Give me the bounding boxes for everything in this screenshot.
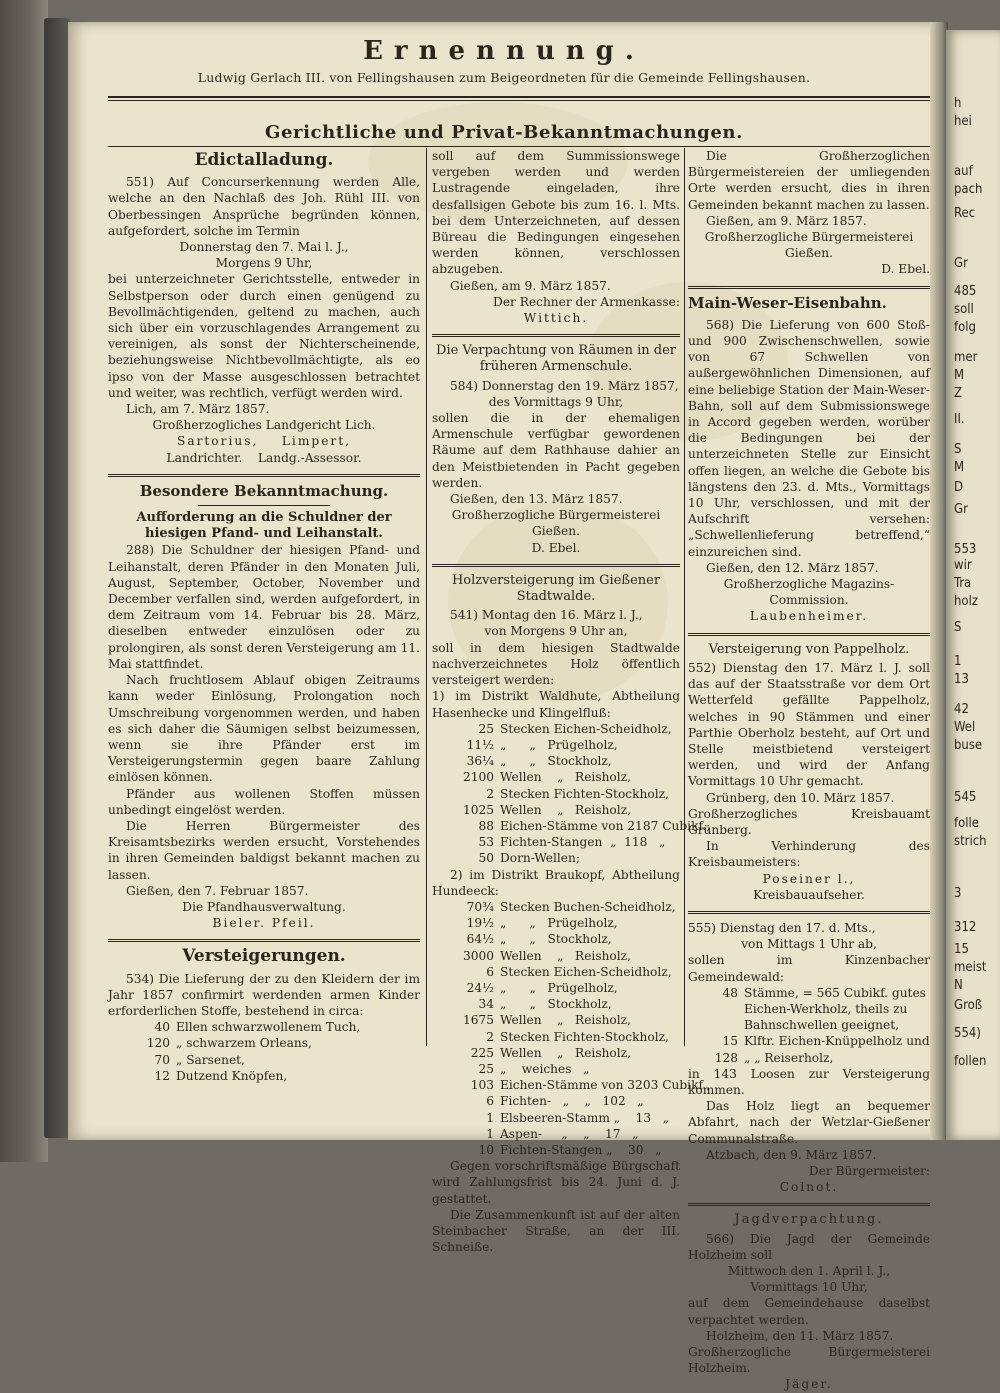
item-quantity: 34 (478, 997, 494, 1012)
next-page-fragment: auf (954, 164, 973, 179)
next-page-fragment: 545 (954, 790, 977, 805)
divider (688, 911, 930, 914)
cont-name: D. Ebel. (881, 262, 930, 277)
item-quantity: 128 (714, 1050, 738, 1065)
next-page-fragment: buse (954, 738, 983, 753)
next-page-fragment: mer (954, 350, 978, 365)
next-page-fragment: N (954, 978, 963, 993)
next-page-fragment: II. (954, 412, 965, 427)
next-page-fragment: folle (954, 816, 979, 831)
next-page-fragment: 15 (954, 942, 969, 957)
divider (688, 286, 930, 289)
rail-heading: Main-Weser-Eisenbahn. (688, 293, 887, 312)
next-page-fragment: Rec (954, 206, 976, 221)
list-item (432, 769, 680, 785)
item-quantity: 25 (478, 721, 494, 736)
next-page-edge (946, 30, 1000, 1140)
special-heading: Besondere Bekanntmachung. (139, 481, 389, 500)
kinzen-text: sollen im Kinzenbacher Gemeindewald: (688, 953, 930, 984)
item-quantity: 25 (478, 1061, 494, 1076)
hunt-office: Großherzogliche Bürgermeisterei Holzheim. (688, 1345, 930, 1376)
next-page-fragment: 485 (954, 284, 977, 299)
cont-place: Gießen, am 9. März 1857. (450, 278, 611, 293)
list-item (432, 1077, 711, 1093)
list-item (432, 1045, 680, 1061)
item-quantity: 1025 (462, 802, 494, 817)
divider (432, 334, 680, 337)
list-item (432, 1110, 680, 1126)
kinzen-text-3: Das Holz liegt an bequemer Abfahrt, nach der Wetzlar-Gießener Communalstraße. (688, 1099, 930, 1146)
section-rule (108, 146, 930, 147)
column-right (688, 148, 930, 1393)
next-page-fragment: Z (954, 386, 963, 401)
item-description: „ „ Stockholz, (500, 997, 612, 1012)
column-middle (432, 148, 711, 1255)
wood-text: soll in dem hiesigen Stadtwalde nachverzeichnetes Holz öffentlich versteigert werden: (432, 640, 680, 688)
next-page-fragment: holz (954, 594, 978, 609)
item-quantity: 225 (470, 1045, 494, 1060)
item-description: Klftr. Eichen-Knüppelholz und (744, 1034, 930, 1049)
lease-date: 584) Donnerstag den 19. März 1857, (450, 378, 679, 393)
next-page-fragment: pach (954, 182, 983, 197)
kinzen-list (688, 985, 930, 1066)
cont-name: Wittich. (523, 311, 589, 326)
list-item: 40 Ellen schwarzwollenem Tuch, (154, 1020, 361, 1035)
cont-text: soll auf dem Summissionswege vergeben werden und werden Lustragende eingeladen, ihre desfallsigen Gebote bis zum 16. l. Mts. bei dem Unterzeichneten, auf dessen Büreau die Bedingungen eingesehen werden können, verschlossen abzugeben. (432, 149, 680, 277)
poplar-office: Großherzogliches Kreisbauamt Grünberg. (688, 806, 930, 837)
list-item (432, 1029, 680, 1045)
next-page-fragment: Gr (954, 502, 968, 517)
list-item: 70 „ Sarsenet, (154, 1052, 245, 1067)
list-item (432, 948, 680, 964)
next-page-fragment: 13 (954, 672, 969, 687)
poplar-note: In Verhinderung des Kreisbaumeisters: (688, 839, 930, 870)
item-quantity: 103 (470, 1078, 494, 1093)
next-page-fragment: folg (954, 320, 976, 335)
edict-names: Sartorius, Limpert, (176, 434, 352, 449)
book-binding (0, 0, 48, 1162)
list-item (432, 931, 680, 947)
list-item (432, 802, 680, 818)
list-item (432, 1126, 680, 1142)
lease-name: D. Ebel. (531, 540, 581, 555)
list-item (432, 915, 680, 931)
next-page-fragment: 554) (954, 1026, 981, 1041)
poplar-role: Kreisbauaufseher. (753, 887, 865, 902)
edict-roles: Landrichter. Landg.-Assessor. (166, 450, 362, 465)
appointment-line: Ludwig Gerlach III. von Fellingshausen zum Beigeordneten für die Gemeinde Fellingshausen. (197, 70, 811, 85)
item-quantity: 2 (486, 786, 494, 801)
item-description: Dorn-Wellen; (500, 851, 580, 866)
item-quantity: 36¼ (466, 754, 494, 769)
item-description: Eichen-Stämme von 3203 Cubikf., (500, 1078, 711, 1093)
item-quantity: 3000 (462, 948, 494, 963)
wood-date: 541) Montag den 16. März l. J., (450, 608, 643, 623)
wood-list-1 (432, 721, 711, 867)
list-item (432, 1012, 680, 1028)
item-description: „ „ Prügelholz, (500, 916, 618, 931)
divider (108, 474, 420, 477)
hunt-date: Mittwoch den 1. April l. J., (727, 1264, 891, 1278)
next-page-fragment: Groß (954, 998, 983, 1013)
edict-text: 551) Auf Concurserkennung werden Alle, welche an den Nachlaß des Joh. Rühl III. von Oberbessingen Ansprüche begründen können, aufgefordert, solche im Termin (108, 175, 420, 238)
poplar-text: 552) Dienstag den 17. März l. J. soll das auf der Staatsstraße vor dem Ort Wetterfeld gefällte Pappelholz, welches in 90 Stämmen und einer Parthie Oberholz besteht, auf Ort und Stelle meistbietend versteigert werden, und wird der Anfang Vormittags 10 Uhr gemacht. (688, 660, 930, 789)
list-item (432, 996, 680, 1012)
list-item (432, 850, 680, 866)
next-page-fragment: meist (954, 960, 987, 975)
divider (688, 1203, 930, 1206)
list-item (432, 964, 680, 980)
list-item (432, 899, 680, 915)
book-spine (44, 18, 70, 1138)
item-quantity: 1 (486, 1126, 494, 1141)
lease-place: Gießen, den 13. März 1857. (450, 492, 623, 507)
item-description: Fichten- „ „ 102 „ (500, 1094, 644, 1109)
title-rule (108, 96, 930, 98)
list-item (432, 721, 680, 737)
item-quantity: 88 (478, 818, 494, 833)
lease-text: sollen die in der ehemaligen Armenschule verfügbar gewordenen Räume auf dem Rathhause dahier an den Meistbietenden in Pacht gegeben werden. (432, 411, 680, 490)
list-item: 120 „ schwarzem Orleans, (146, 1036, 312, 1051)
hunt-text: 566) Die Jagd der Gemeinde Holzheim soll (688, 1231, 930, 1262)
auctions-text: 534) Die Lieferung der zu den Kleidern der im Jahr 1857 confirmirt werdenden armen Kinder erforderlichen Stoffe, bestehend in circa: (108, 971, 420, 1018)
special-text-3: Pfänder aus wollenen Stoffen müssen unbedingt eingelöst werden. (108, 786, 420, 817)
poplar-name: Poseiner l., (762, 871, 856, 886)
next-page-fragment: strich (954, 834, 987, 849)
cont-place: Gießen, am 9. März 1857. (706, 213, 867, 228)
special-text-2: Nach fruchtlosem Ablauf obigen Zeitraums kann weder Einlösung, Prolongation noch Umschreibung vorgenommen werden, und haben es sich daher die Säumigen selbst beizumessen, wenn sie ihre Pfänder erst im Versteigerungstermin gegen baare Zahlung einlösen können. (108, 673, 420, 785)
wood-district-1: 1) im Distrikt Waldhute, Abtheilung Hasenhecke und Klingelfluß: (432, 689, 680, 720)
list-item (688, 1050, 930, 1066)
special-text-4: Die Herren Bürgermeister des Kreisamtsbezirks werden ersucht, Vorstehendes in ihren Gemeinden baldigst bekannt machen zu lassen. (108, 818, 420, 882)
wood-list-2 (432, 899, 711, 1158)
item-quantity: 1 (486, 1110, 494, 1125)
item-description: Stecken Eichen-Scheidholz, (500, 721, 672, 736)
kinzen-text-2: in 143 Loosen zur Versteigerung kommen. (688, 1066, 930, 1097)
item-description: Stämme, = 565 Cubikf. gutes Eichen-Werkholz, theils zu Bahnschwellen geeignet, (744, 985, 926, 1033)
edict-text-2: bei unterzeichneter Gerichtsstelle, entweder in Selbstperson oder durch einen genügend zu Bevollmächtigenden, geltend zu machen, auch sich über ein vorzuschlagendes Arrangement zu vereinigen, als sonst der Nichterscheinende, beziehungsweise Nichtbevollmächtigte, als eo ipso von der Masse ausgeschlossen betrachtet und weiter, was rechtlich, verfügt werden wird. (108, 272, 420, 400)
edict-time: Morgens 9 Uhr, (215, 256, 313, 271)
poplar-place: Grünberg, den 10. März 1857. (706, 790, 895, 805)
item-description: „ weiches „ (500, 1061, 590, 1076)
wood-meeting: Die Zusammenkunft ist auf der alten Steinbacher Straße, an der III. Schneiße. (432, 1207, 680, 1255)
edict-heading: Edictalladung. (194, 150, 334, 170)
item-description: Stecken Fichten-Stockholz, (500, 1029, 669, 1044)
rail-office: Großherzogliche Magazins-Commission. (723, 577, 895, 608)
item-quantity: 1675 (462, 1013, 494, 1028)
item-description: Stecken Buchen-Scheidholz, (500, 899, 676, 914)
item-quantity: 50 (478, 851, 494, 866)
item-description: Wellen „ Reisholz, (500, 1045, 631, 1060)
item-quantity: 48 (722, 985, 738, 1000)
cont-office: Großherzogliche Bürgermeisterei Gießen. (704, 230, 914, 261)
kinzen-time: von Mittags 1 Uhr ab, (741, 937, 877, 952)
edict-court: Großherzogliches Landgericht Lich. (152, 418, 376, 433)
rail-place: Gießen, den 12. März 1857. (706, 560, 879, 575)
next-page-fragment: M (954, 460, 965, 475)
next-page-fragment: S (954, 620, 962, 635)
column-divider (426, 148, 427, 1046)
wood-terms: Gegen vorschriftsmäßige Bürgschaft wird Zahlungsfrist bis 24. Juni d. J. gestattet. (432, 1159, 680, 1206)
list-item (432, 737, 680, 753)
wood-district-2: 2) im Distrikt Braukopf, Abtheilung Hundeeck: (432, 867, 680, 898)
next-page-fragment: D (954, 480, 964, 495)
next-page-fragment: Wel (954, 720, 976, 735)
auctions-list (108, 1019, 420, 1084)
special-names: Bieler. Pfeil. (212, 916, 316, 931)
item-quantity: 6 (486, 1094, 494, 1109)
edict-date: Donnerstag den 7. Mai l. J., (179, 240, 349, 255)
item-description: Wellen „ Reisholz, (500, 802, 631, 817)
wood-time: von Morgens 9 Uhr an, (484, 624, 628, 639)
list-item (432, 753, 680, 769)
item-description: Wellen „ Reisholz, (500, 948, 631, 963)
next-page-fragment: 553 (954, 542, 977, 557)
item-quantity: 11½ (466, 737, 494, 752)
special-place: Gießen, den 7. Februar 1857. (126, 883, 309, 898)
item-quantity: 24½ (466, 980, 494, 995)
divider (688, 633, 930, 636)
item-quantity: 15 (722, 1034, 738, 1049)
item-description: Fichten-Stangen „ 30 „ (500, 1142, 662, 1157)
next-page-fragment: hei (954, 114, 972, 129)
next-page-fragment: wir (954, 558, 972, 573)
list-item (432, 834, 680, 850)
kinzen-date: 555) Dienstag den 17. d. Mts., (688, 920, 876, 935)
lease-heading: Die Verpachtung von Räumen in der früheren Armenschule. (436, 343, 676, 375)
title-rule-thin (108, 100, 930, 101)
next-page-fragment: M (954, 368, 965, 383)
list-item (432, 1093, 680, 1109)
item-description: „ „ Stockholz, (500, 754, 612, 769)
item-description: „ „ Reiserholz, (744, 1050, 834, 1065)
cont-text: Die Großherzoglichen Bürgermeistereien der umliegenden Orte werden ersucht, dies in ihren Gemeinden bekannt machen zu lassen. (688, 149, 930, 212)
kinzen-role: Der Bürgermeister: (808, 1163, 930, 1178)
cont-role: Der Rechner der Armenkasse: (493, 294, 680, 309)
hunt-place: Holzheim, den 11. März 1857. (706, 1328, 894, 1343)
page-title: Ernennung. (363, 36, 645, 66)
item-description: Wellen „ Reisholz, (500, 770, 631, 785)
item-description: „ „ Prügelholz, (500, 980, 618, 995)
next-page-fragment: Gr (954, 256, 968, 271)
wood-heading: Holzversteigerung im Gießener Stadtwalde. (451, 572, 661, 605)
item-quantity: 6 (486, 964, 494, 979)
item-description: Elsbeeren-Stamm „ 13 „ (500, 1110, 670, 1125)
item-description: „ „ Stockholz, (500, 932, 612, 947)
next-page-fragment: soll (954, 302, 974, 317)
list-item (432, 1061, 680, 1077)
special-text-1: 288) Die Schuldner der hiesigen Pfand- und Leihanstalt, deren Pfänder in den Monaten Juli, August, September, October, November und December verfallen sind, werden aufgefordert, in dem Zeitraum vom 14. Februar bis 28. März, dieselben entweder einzulösen oder zu prolongiren, als sonst deren Versteigerung am 11. Mai stattfindet. (108, 543, 420, 671)
next-page-fragment: 1 (954, 654, 962, 669)
item-description: Eichen-Stämme von 2187 Cubikf., (500, 818, 711, 833)
item-quantity: 53 (478, 835, 494, 850)
rail-name: Laubenheimer. (749, 609, 869, 624)
list-item (688, 1033, 930, 1049)
list-item (432, 818, 711, 834)
section-title: Gerichtliche und Privat-Bekanntmachungen. (265, 122, 743, 143)
item-quantity: 64½ (466, 932, 494, 947)
item-description: Wellen „ Reisholz, (500, 1013, 631, 1028)
hunt-time: Vormittags 10 Uhr, (750, 1280, 868, 1295)
divider (108, 939, 420, 942)
next-page-fragment: Tra (954, 576, 972, 591)
auctions-heading: Versteigerungen. (182, 946, 346, 967)
next-page-fragment: S (954, 442, 962, 457)
list-item (688, 985, 930, 1034)
item-description: Stecken Fichten-Stockholz, (500, 786, 669, 801)
lease-office: Großherzogliche Bürgermeisterei Gießen. (451, 508, 661, 539)
next-page-fragment: 3 (954, 886, 962, 901)
hunt-text-2: auf dem Gemeindehause daselbst verpachtet werden. (688, 1296, 930, 1327)
item-quantity: 2100 (462, 770, 494, 785)
list-item (432, 980, 680, 996)
item-quantity: 19½ (466, 916, 494, 931)
item-quantity: 70¾ (466, 899, 494, 914)
next-page-fragment: follen (954, 1054, 987, 1069)
item-quantity: 2 (486, 1029, 494, 1044)
list-item (432, 1142, 680, 1158)
next-page-fragment: 42 (954, 702, 969, 717)
divider (432, 564, 680, 567)
lease-time: des Vormittags 9 Uhr, (488, 394, 624, 409)
next-page-fragment: h (954, 96, 962, 111)
item-description: Aspen- „ „ 17 „ (500, 1126, 639, 1141)
next-page-fragment: 312 (954, 920, 977, 935)
kinzen-name: Colnot. (779, 1180, 839, 1195)
column-left (108, 148, 420, 1084)
rail-text: 568) Die Lieferung von 600 Stoß- und 900 Zwischenschwellen, sowie von 67 Schwellen von außergewöhnlichen Dimensionen, auf eine beliebige Station der Main-Weser-Bahn, soll auf dem Submissionswege in Accord gegeben werden, worüber die Bedingungen bei der unterzeichneten Stelle zur Einsicht offen liegen, an welche die Gebote bis längstens den 23. d. Mts., Vormittags 10 Uhr, verschlossen, und mit der Aufschrift versehen: „Schwellenlieferung betreffend,“ einzureichen sind. (688, 317, 930, 559)
special-office: Die Pfandhausverwaltung. (182, 899, 346, 914)
item-description: Stecken Eichen-Scheidholz, (500, 964, 672, 979)
item-description: Fichten-Stangen „ 118 „ (500, 835, 666, 850)
edict-place: Lich, am 7. März 1857. (126, 402, 270, 417)
special-subheading: Aufforderung an die Schuldner der hiesigen Pfand- und Leihanstalt. (136, 510, 392, 542)
hunt-name: Jäger. (785, 1377, 833, 1392)
item-quantity: 10 (478, 1142, 494, 1157)
item-description: „ „ Prügelholz, (500, 737, 618, 752)
poplar-heading: Versteigerung von Pappelholz. (708, 641, 910, 657)
kinzen-place: Atzbach, den 9. März 1857. (706, 1147, 877, 1162)
list-item: 12 Dutzend Knöpfen, (154, 1068, 288, 1083)
column-divider (684, 148, 685, 1046)
divider (198, 505, 330, 506)
hunt-heading: Jagdverpachtung. (734, 1212, 884, 1228)
list-item (432, 786, 680, 802)
